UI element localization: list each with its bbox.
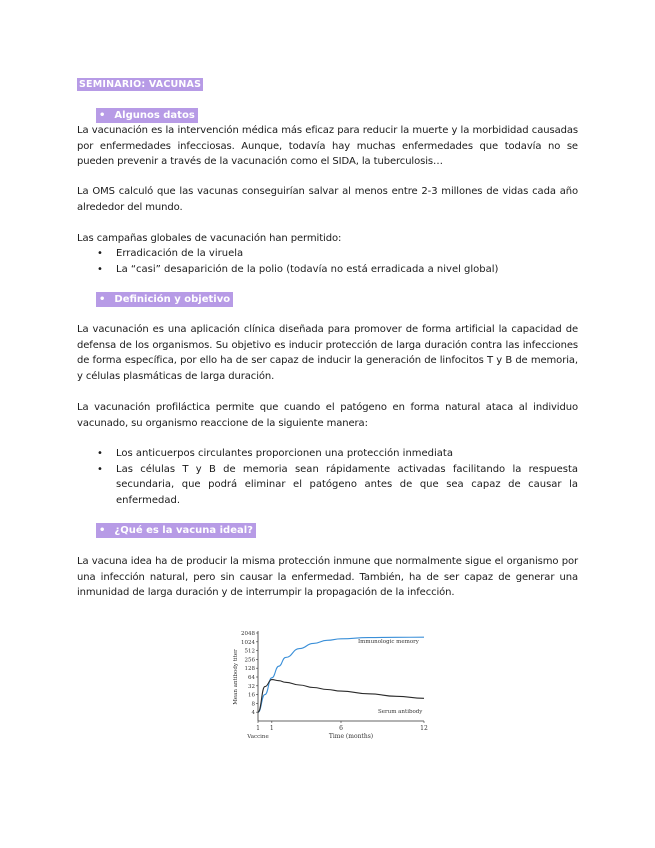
list-item: • La “casi” desaparición de la polio (todavía no está erradicada a nivel global): [95, 262, 578, 278]
x-axis-label: Time (months): [328, 733, 374, 739]
y-tick-label: 512: [244, 648, 255, 655]
vaccine-label: Vaccine: [247, 734, 269, 739]
series-line-immunologic-memory: [258, 637, 424, 712]
paragraph: La OMS calculó que las vacunas conseguirían salvar al menos entre 2-3 millones de vidas cada año alrededor del mundo.: [77, 186, 578, 213]
y-tick-label: 256: [244, 657, 255, 664]
y-tick-label: 2048: [241, 631, 255, 637]
section-heading-definicion: [96, 292, 233, 307]
chart-svg: [228, 617, 432, 739]
heading-label: ¿Qué es la vacuna ideal?: [114, 525, 253, 536]
y-axis-label: Mean antibody titer: [233, 649, 239, 705]
heading-label: Algunos datos: [114, 110, 195, 121]
bullet-list: [95, 446, 578, 508]
y-tick-label: 1024: [241, 639, 255, 646]
x-tick-label: 6: [339, 725, 343, 732]
paragraph: La vacunación profiláctica permite que cuando el patógeno en forma natural ataca al individuo vacunado, su organismo reaccione de la siguiente manera:: [77, 402, 578, 429]
y-tick-label: 64: [248, 675, 255, 681]
bullet-icon: •: [99, 294, 106, 305]
y-tick-label: 4: [251, 710, 255, 717]
section-heading-algunos-datos: [96, 108, 198, 123]
bullet-icon: •: [99, 110, 106, 121]
paragraph: La vacunación es una aplicación clínica diseñada para promover de forma artificial la capacidad de defensa de los organismos. Su objetivo es inducir protección de larga duración contra las infecciones de forma específica, por ello ha de ser capaz de inducir la generación de linfocitos T y B de memoria, y células plasmáticas de larga duración.: [77, 324, 578, 382]
list-item: • Erradicación de la viruela: [95, 246, 578, 262]
y-tick-label: 32: [248, 683, 255, 690]
x-tick-label: 1: [269, 725, 274, 732]
y-tick-label: 16: [248, 692, 255, 699]
series-label-immunologic-memory: Immunologic memory: [358, 639, 419, 645]
bullet-list: [95, 246, 578, 277]
document-title: SEMINARIO: VACUNAS: [79, 79, 202, 90]
series-line-serum-antibody: [258, 680, 424, 713]
bullet-icon: •: [99, 525, 106, 536]
antibody-titer-chart: [228, 617, 432, 739]
x-tick-label: 12: [420, 725, 428, 732]
y-tick-label: 8: [251, 701, 255, 708]
x-tick-label: 1: [256, 725, 260, 732]
list-item: • Los anticuerpos circulantes proporcionen una protección inmediata: [95, 446, 578, 462]
y-tick-label: 128: [244, 666, 255, 673]
section-heading-vacuna-ideal: [96, 523, 256, 538]
paragraph: La vacunación es la intervención médica más eficaz para reducir la muerte y la morbididad causadas por enfermedades infecciosas. Aunque, todavía hay muchas enfermedades que todavía no se pueden prevenir a través de la vacunación como el SIDA, la tuberculosis…: [77, 125, 578, 168]
list-item: • Las células T y B de memoria sean rápidamente activadas facilitando la respuesta secundaria, que podrá eliminar el patógeno antes de que sea capaz de causar la enfermedad.: [95, 462, 578, 509]
heading-label: Definición y objetivo: [114, 294, 231, 305]
paragraph: Las campañas globales de vacunación han permitido:: [77, 233, 342, 244]
paragraph: La vacuna idea ha de producir la misma protección inmune que normalmente sigue el organismo por una infección natural, pero sin causar la enfermedad. También, ha de ser capaz de generar una inmunidad de larga duración y de interrumpir la propagación de la infección.: [77, 556, 578, 599]
series-label-serum-antibody: Serum antibody: [378, 709, 423, 715]
